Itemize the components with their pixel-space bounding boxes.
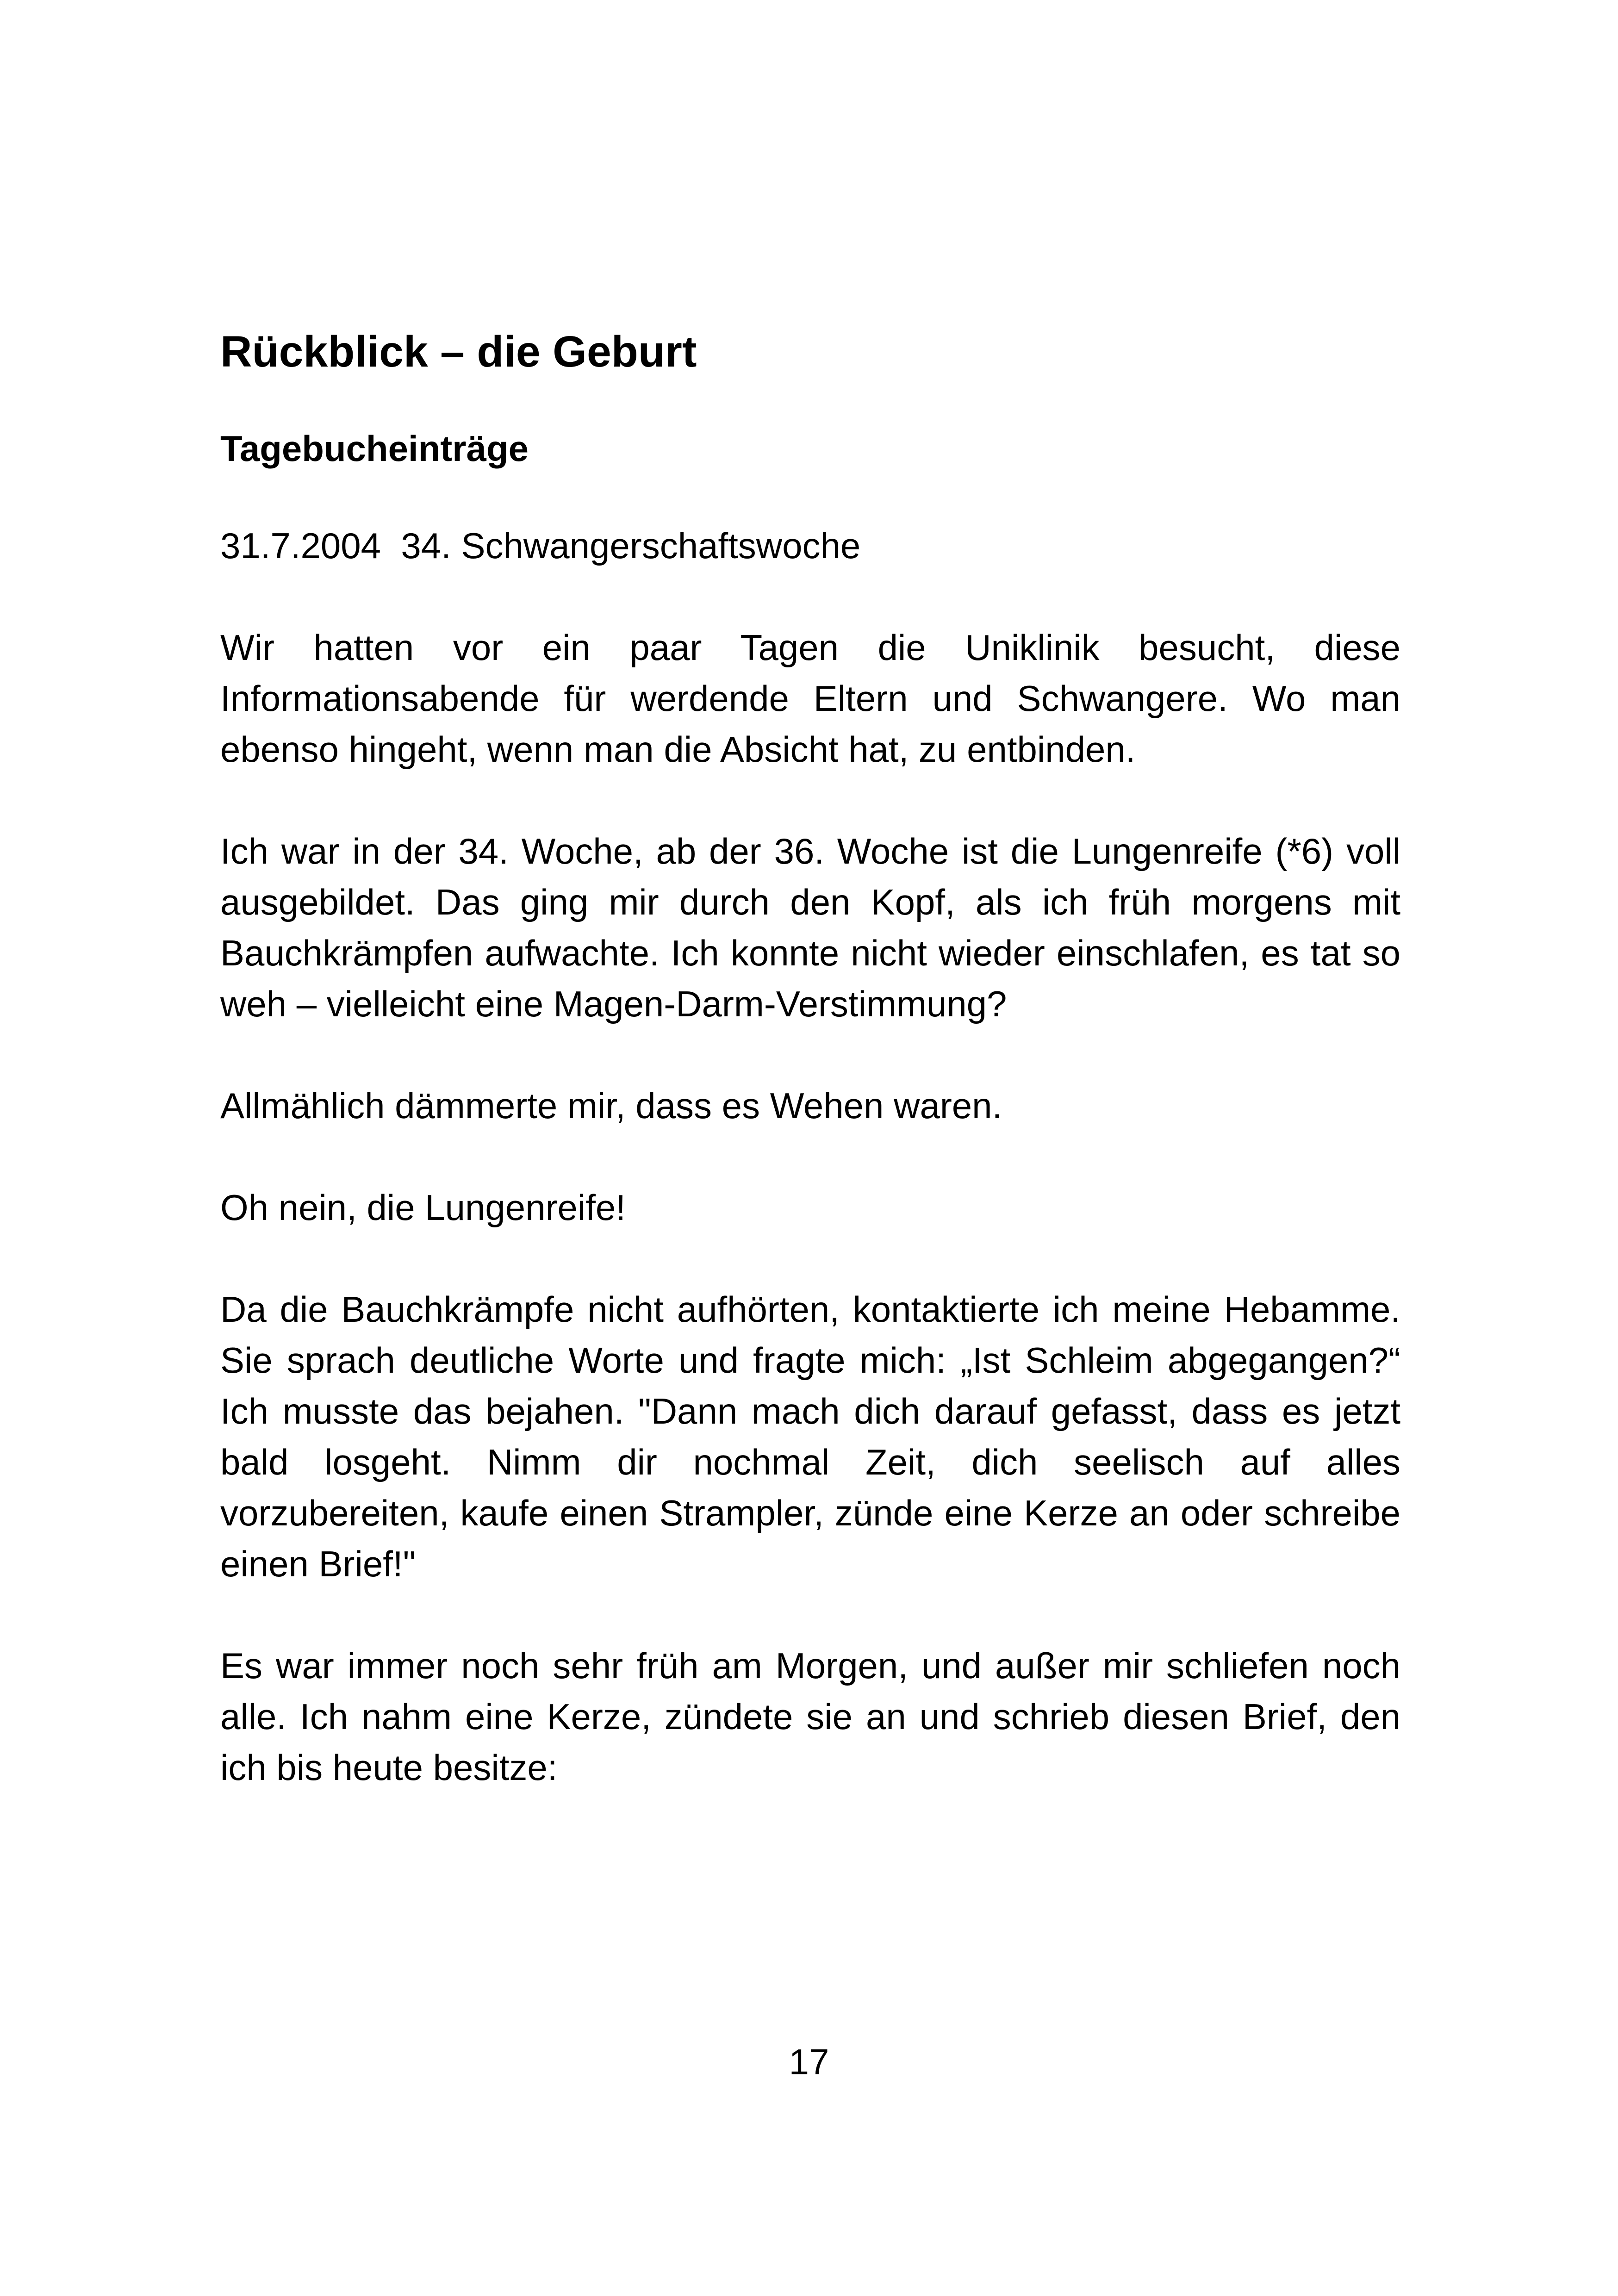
paragraph: Da die Bauchkrämpfe nicht aufhörten, kontaktierte ich meine Hebamme. Sie sprach deutliche Worte und fragte mich: „Ist Schleim abgegangen?“ Ich musste das bejahen. "Dann mach dich darauf gefasst, dass es jetzt bald losgeht. Nimm dir nochmal Zeit, dich seelisch auf alles vorzubereiten, kaufe einen Strampler, zünde eine Kerze an oder schreibe einen Brief!" <box>220 1289 1400 1584</box>
diary-entry-header <box>220 520 1400 571</box>
paragraph: Allmählich dämmerte mir, dass es Wehen waren. <box>220 1085 1002 1126</box>
entry-week: 34. Schwangerschaftswoche <box>401 525 861 566</box>
section-subtitle: Tagebucheinträge <box>220 428 529 469</box>
paragraph: Es war immer noch sehr früh am Morgen, und außer mir schliefen noch alle. Ich nahm eine Kerze, zündete sie an und schrieb diesen Brief, den ich bis heute besitze: <box>220 1645 1400 1788</box>
document-body <box>220 324 1400 1793</box>
paragraph: Wir hatten vor ein paar Tagen die Uniklinik besucht, diese Informationsabende für werdende Eltern und Schwangere. Wo man ebenso hingeht, wenn man die Absicht hat, zu entbinden. <box>220 627 1400 770</box>
paragraph: Oh nein, die Lungenreife! <box>220 1187 626 1228</box>
paragraph: Ich war in der 34. Woche, ab der 36. Woche ist die Lungenreife (*6) voll ausgebildet. Das ging mir durch den Kopf, als ich früh morgens mit Bauchkrämpfen aufwachte. Ich konnte nicht wieder einschlafen, es tat so weh – vielleicht eine Magen-Darm-Verstimmung? <box>220 831 1400 1024</box>
chapter-title: Rückblick – die Geburt <box>220 327 697 376</box>
entry-date: 31.7.2004 <box>220 525 381 566</box>
page-number: 17 <box>789 2041 829 2082</box>
